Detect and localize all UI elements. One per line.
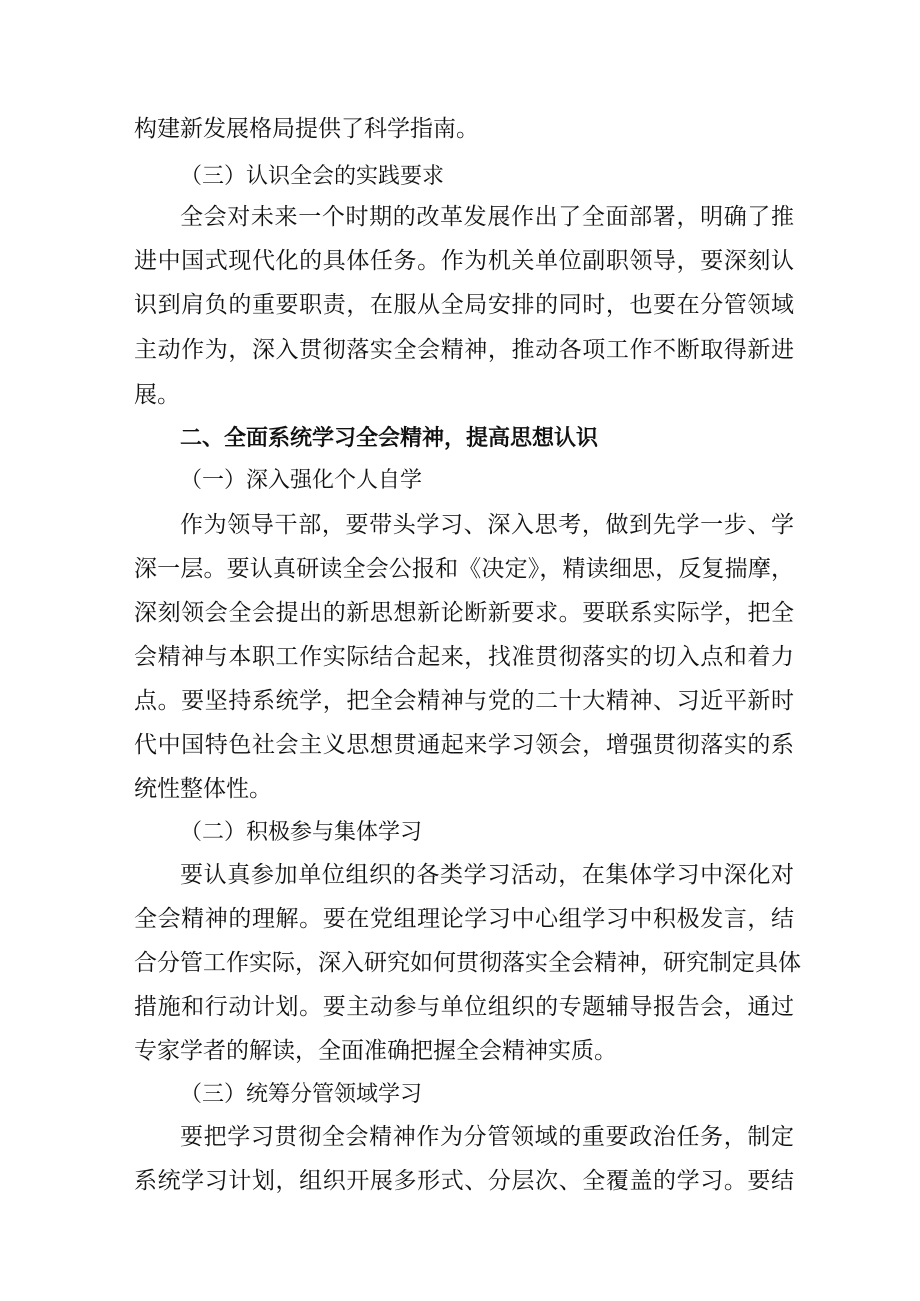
subsection-title: （二）积极参与集体学习 — [180, 820, 423, 845]
subsection-title: （三）统筹分管领域学习 — [180, 1082, 423, 1107]
paragraph-line: 构建新发展格局提供了科学指南。 — [134, 116, 479, 142]
paragraph-line: 主动作为，深入贯彻落实全会精神，推动各项工作不断取得新进 — [134, 337, 794, 363]
paragraph-line: 代中国特色社会主义思想贯通起来学习领会，增强贯彻落实的系 — [134, 732, 794, 758]
section-heading: 二、全面系统学习全会精神，提高思想认识 — [180, 426, 599, 451]
paragraph-line: 识到肩负的重要职责，在服从全局安排的同时，也要在分管领域 — [134, 292, 794, 318]
subsection-title: （一）深入强化个人自学 — [180, 468, 423, 493]
paragraph-line: 要认真参加单位组织的各类学习活动，在集体学习中深化对 — [180, 862, 794, 888]
paragraph-line: 统性整体性。 — [134, 776, 272, 802]
paragraph-line: 全会精神的理解。要在党组理论学习中心组学习中积极发言，结 — [134, 906, 794, 932]
paragraph-line: 要把学习贯彻全会精神作为分管领域的重要政治任务，制定 — [180, 1124, 794, 1150]
paragraph-line: 深一层。要认真研读全会公报和《决定》，精读细思，反复揣摩， — [134, 556, 794, 582]
paragraph-line: 展。 — [134, 382, 180, 408]
paragraph-line: 深刻领会全会提出的新思想新论断新要求。要联系实际学，把全 — [134, 600, 794, 626]
paragraph-line: 作为领导干部，要带头学习、深入思考，做到先学一步、学 — [180, 512, 794, 538]
paragraph-line: 进中国式现代化的具体任务。作为机关单位副职领导，要深刻认 — [134, 248, 794, 274]
paragraph-line: 系统学习计划，组织开展多形式、分层次、全覆盖的学习。要结 — [134, 1168, 794, 1194]
subsection-title: （三）认识全会的实践要求 — [180, 164, 445, 189]
paragraph-line: 会精神与本职工作实际结合起来，找准贯彻落实的切入点和着力 — [134, 644, 794, 670]
paragraph-line: 措施和行动计划。要主动参与单位组织的专题辅导报告会，通过 — [134, 994, 794, 1020]
paragraph-line: 点。要坚持系统学，把全会精神与党的二十大精神、习近平新时 — [134, 688, 794, 714]
paragraph-line: 专家学者的解读，全面准确把握全会精神实质。 — [134, 1038, 617, 1064]
paragraph-line: 合分管工作实际，深入研究如何贯彻落实全会精神，研究制定具体 — [134, 950, 801, 976]
paragraph-line: 全会对未来一个时期的改革发展作出了全面部署，明确了推 — [180, 204, 794, 230]
